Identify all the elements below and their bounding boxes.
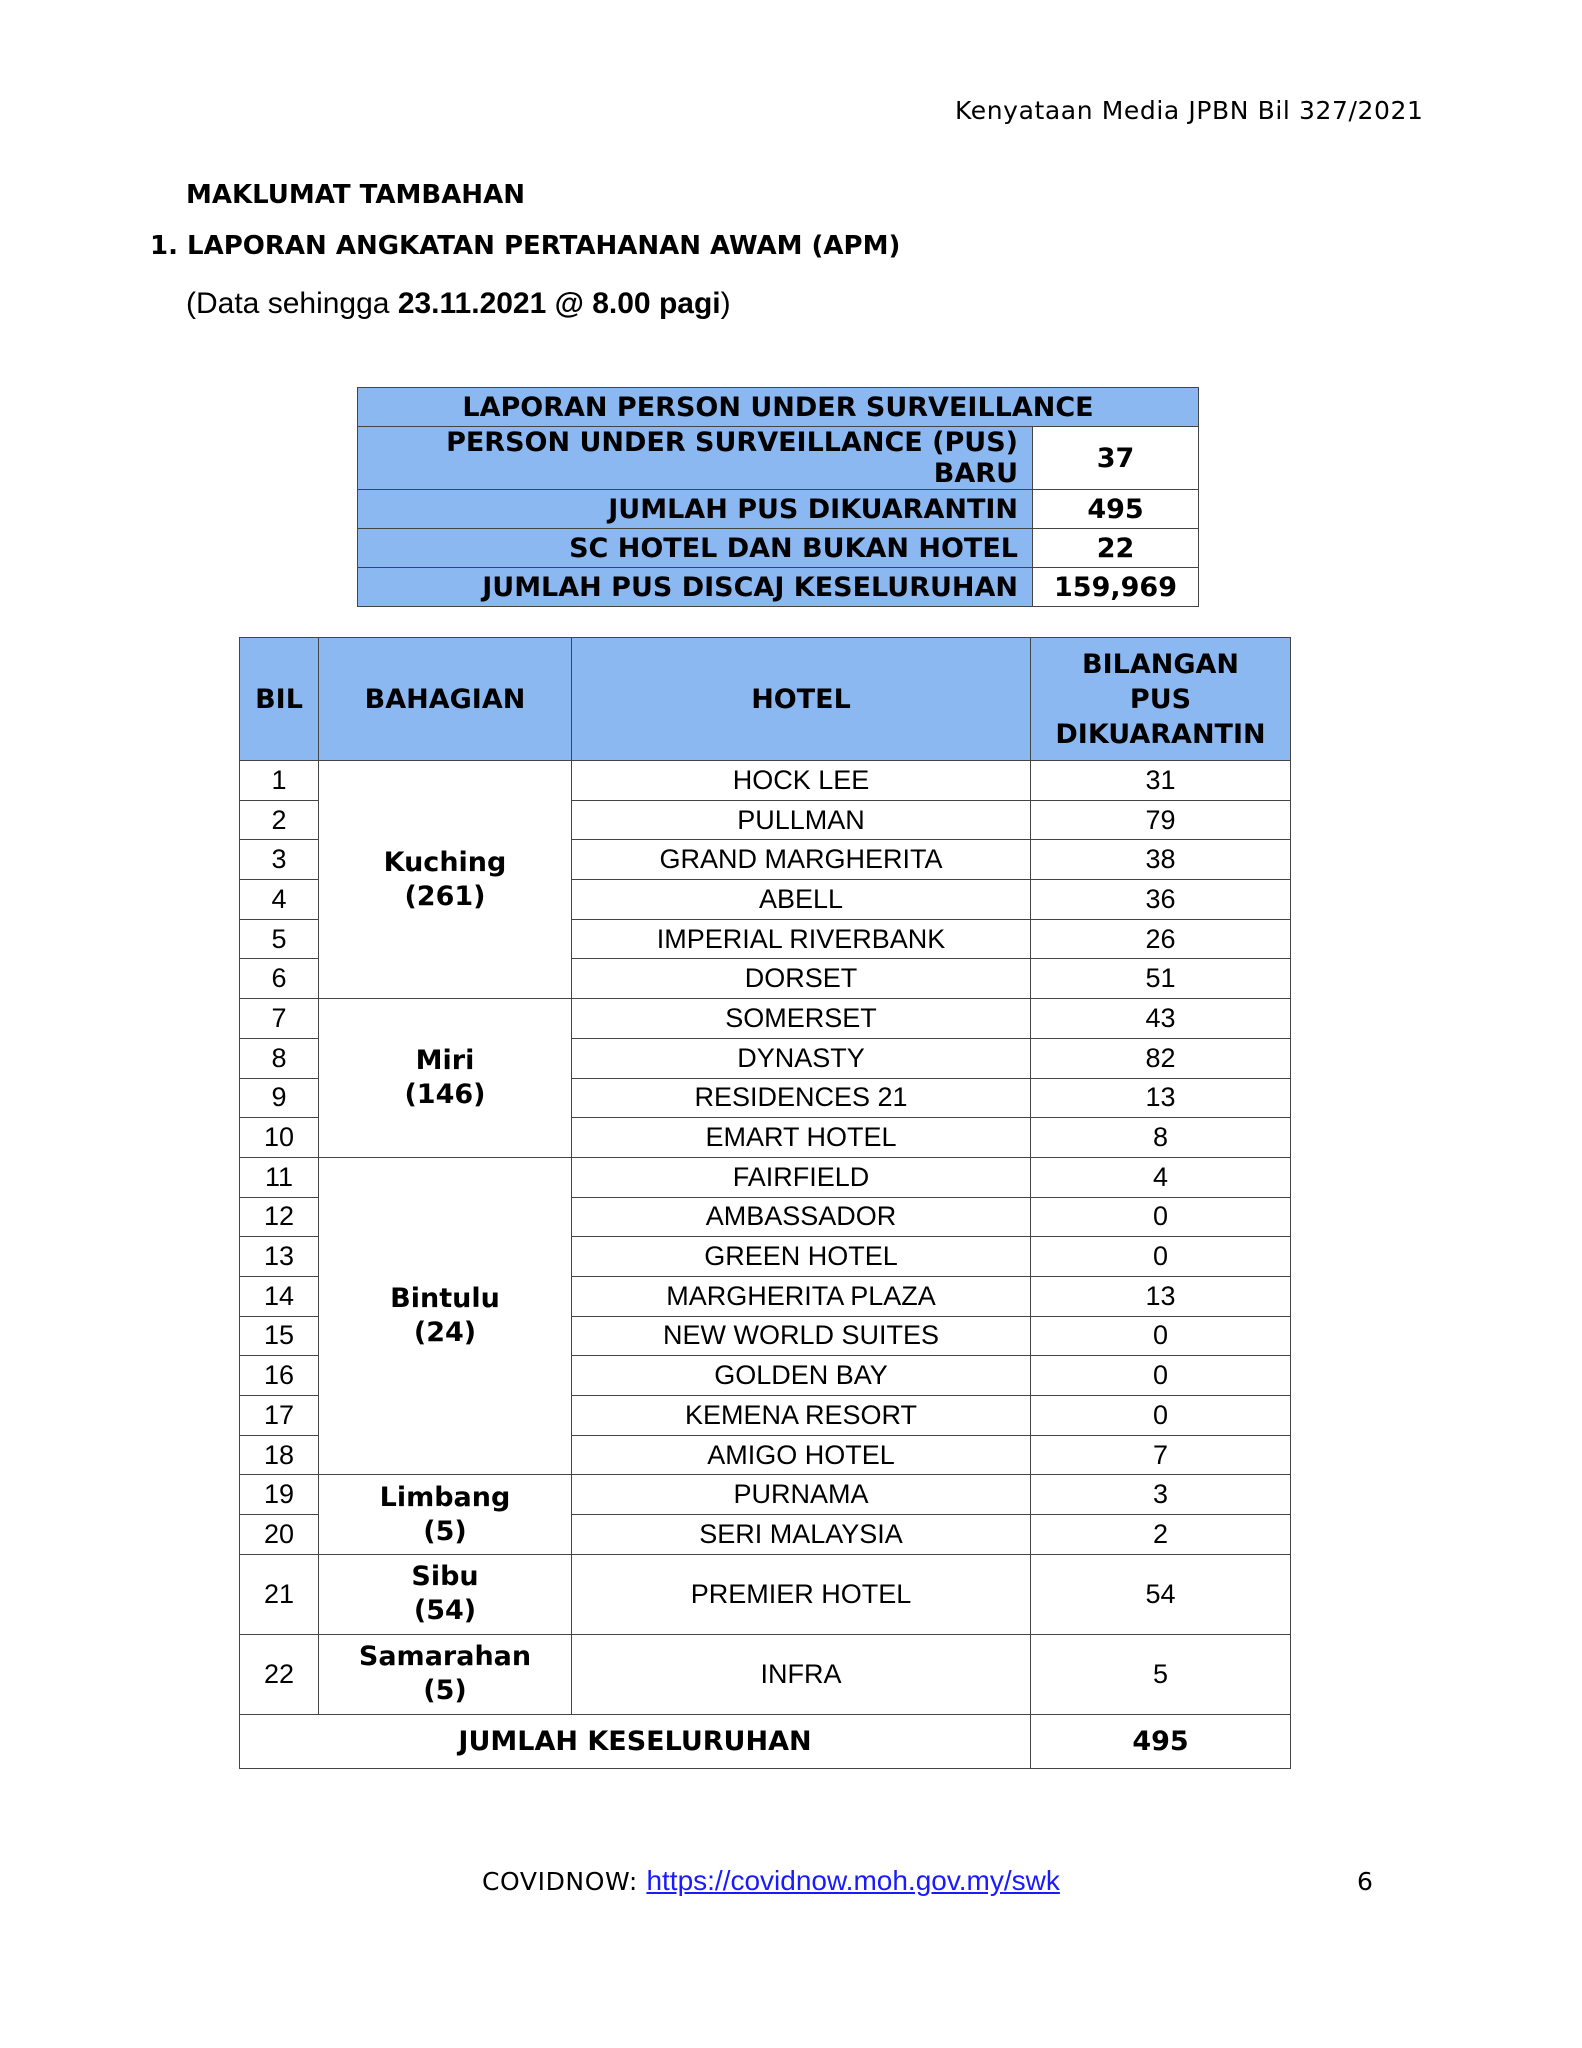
row-bil: 9 bbox=[240, 1078, 319, 1118]
table-row bbox=[240, 1475, 1291, 1515]
division-total: (261) bbox=[404, 880, 486, 912]
table-row bbox=[240, 999, 1291, 1039]
col-header-count: BILANGAN PUS DIKUARANTIN bbox=[1031, 638, 1291, 761]
hotel-name: MARGHERITA PLAZA bbox=[572, 1276, 1031, 1316]
row-bil: 5 bbox=[240, 919, 319, 959]
hotel-name: PURNAMA bbox=[572, 1475, 1031, 1515]
row-bil: 10 bbox=[240, 1118, 319, 1158]
pus-count: 0 bbox=[1031, 1316, 1291, 1356]
pus-count: 0 bbox=[1031, 1197, 1291, 1237]
division-total: (54) bbox=[413, 1595, 477, 1627]
summary-value: 22 bbox=[1033, 529, 1199, 568]
summary-row bbox=[358, 529, 1199, 568]
pus-count: 38 bbox=[1031, 840, 1291, 880]
division-cell bbox=[319, 1554, 572, 1634]
row-bil: 3 bbox=[240, 840, 319, 880]
division-total: (24) bbox=[413, 1317, 477, 1349]
pus-count: 82 bbox=[1031, 1038, 1291, 1078]
footer-label: COVIDNOW: bbox=[482, 1867, 647, 1896]
pus-count: 0 bbox=[1031, 1237, 1291, 1277]
summary-label: JUMLAH PUS DIKUARANTIN bbox=[358, 490, 1033, 529]
division-total: (5) bbox=[423, 1675, 467, 1707]
data-date-suffix: ) bbox=[720, 287, 731, 320]
row-bil: 8 bbox=[240, 1038, 319, 1078]
row-bil: 14 bbox=[240, 1276, 319, 1316]
row-bil: 21 bbox=[240, 1554, 319, 1634]
pus-count: 8 bbox=[1031, 1118, 1291, 1158]
row-bil: 7 bbox=[240, 999, 319, 1039]
row-bil: 22 bbox=[240, 1634, 319, 1714]
col-header-bahagian: BAHAGIAN bbox=[319, 638, 572, 761]
table-row bbox=[240, 1554, 1291, 1634]
row-bil: 17 bbox=[240, 1396, 319, 1436]
hotel-name: SERI MALAYSIA bbox=[572, 1515, 1031, 1555]
table-row bbox=[240, 1157, 1291, 1197]
hotel-name: INFRA bbox=[572, 1634, 1031, 1714]
pus-count: 13 bbox=[1031, 1276, 1291, 1316]
summary-label: PERSON UNDER SURVEILLANCE (PUS) BARU bbox=[358, 427, 1033, 490]
division-name: Kuching bbox=[383, 846, 507, 878]
data-date-value: 23.11.2021 @ 8.00 pagi bbox=[397, 287, 721, 320]
hotel-name: ABELL bbox=[572, 880, 1031, 920]
footer-source bbox=[482, 1865, 1060, 1897]
division-name: Bintulu bbox=[390, 1283, 500, 1315]
hotel-name: EMART HOTEL bbox=[572, 1118, 1031, 1158]
table-body bbox=[240, 761, 1291, 1715]
pus-count: 43 bbox=[1031, 999, 1291, 1039]
row-bil: 1 bbox=[240, 761, 319, 801]
table-row bbox=[240, 1634, 1291, 1714]
hotel-name: IMPERIAL RIVERBANK bbox=[572, 919, 1031, 959]
row-bil: 20 bbox=[240, 1515, 319, 1555]
hotel-name: SOMERSET bbox=[572, 999, 1031, 1039]
pus-count: 0 bbox=[1031, 1356, 1291, 1396]
division-cell bbox=[319, 1634, 572, 1714]
summary-label: JUMLAH PUS DISCAJ KESELURUHAN bbox=[358, 568, 1033, 607]
summary-title: LAPORAN PERSON UNDER SURVEILLANCE bbox=[358, 388, 1199, 427]
division-total: (146) bbox=[404, 1079, 486, 1110]
row-bil: 13 bbox=[240, 1237, 319, 1277]
data-date-prefix: (Data sehingga bbox=[186, 287, 398, 320]
hotel-name: AMBASSADOR bbox=[572, 1197, 1031, 1237]
pus-count: 54 bbox=[1031, 1554, 1291, 1634]
hotel-name: AMIGO HOTEL bbox=[572, 1435, 1031, 1475]
pus-count: 36 bbox=[1031, 880, 1291, 920]
col-header-bil: BIL bbox=[240, 638, 319, 761]
row-bil: 6 bbox=[240, 959, 319, 999]
hotel-name: RESIDENCES 21 bbox=[572, 1078, 1031, 1118]
hotel-name: HOCK LEE bbox=[572, 761, 1031, 801]
hotel-name: NEW WORLD SUITES bbox=[572, 1316, 1031, 1356]
division-name: Miri bbox=[415, 1045, 475, 1076]
row-bil: 12 bbox=[240, 1197, 319, 1237]
table-row bbox=[240, 761, 1291, 801]
hotel-name: KEMENA RESORT bbox=[572, 1396, 1031, 1436]
division-name: Sibu bbox=[411, 1561, 479, 1593]
pus-count: 2 bbox=[1031, 1515, 1291, 1555]
hotel-quarantine-table bbox=[239, 637, 1291, 1769]
col-header-hotel: HOTEL bbox=[572, 638, 1031, 761]
pus-count: 79 bbox=[1031, 800, 1291, 840]
summary-value: 37 bbox=[1033, 427, 1199, 490]
hotel-name: GRAND MARGHERITA bbox=[572, 840, 1031, 880]
section-subtitle: 1. LAPORAN ANGKATAN PERTAHANAN AWAM (APM) bbox=[150, 231, 901, 261]
hotel-name: PULLMAN bbox=[572, 800, 1031, 840]
row-bil: 16 bbox=[240, 1356, 319, 1396]
division-total: (5) bbox=[423, 1515, 467, 1547]
summary-value: 495 bbox=[1033, 490, 1199, 529]
summary-row bbox=[358, 568, 1199, 607]
section-title: MAKLUMAT TAMBAHAN bbox=[186, 180, 525, 210]
summary-value: 159,969 bbox=[1033, 568, 1199, 607]
division-cell bbox=[319, 1157, 572, 1475]
total-value: 495 bbox=[1031, 1714, 1291, 1768]
pus-count: 31 bbox=[1031, 761, 1291, 801]
hotel-name: GOLDEN BAY bbox=[572, 1356, 1031, 1396]
row-bil: 2 bbox=[240, 800, 319, 840]
hotel-name: FAIRFIELD bbox=[572, 1157, 1031, 1197]
summary-label: SC HOTEL DAN BUKAN HOTEL bbox=[358, 529, 1033, 568]
pus-count: 13 bbox=[1031, 1078, 1291, 1118]
pus-count: 0 bbox=[1031, 1396, 1291, 1436]
hotel-name: PREMIER HOTEL bbox=[572, 1554, 1031, 1634]
hotel-name: GREEN HOTEL bbox=[572, 1237, 1031, 1277]
division-cell bbox=[319, 999, 572, 1158]
pus-count: 3 bbox=[1031, 1475, 1291, 1515]
row-bil: 15 bbox=[240, 1316, 319, 1356]
division-cell bbox=[319, 1475, 572, 1554]
division-cell bbox=[319, 761, 572, 999]
pus-count: 5 bbox=[1031, 1634, 1291, 1714]
row-bil: 19 bbox=[240, 1475, 319, 1515]
covidnow-link[interactable]: https://covidnow.moh.gov.my/swk bbox=[646, 1865, 1060, 1896]
row-bil: 11 bbox=[240, 1157, 319, 1197]
media-statement-ref: Kenyataan Media JPBN Bil 327/2021 bbox=[955, 96, 1424, 125]
row-bil: 4 bbox=[240, 880, 319, 920]
hotel-name: DORSET bbox=[572, 959, 1031, 999]
division-name: Samarahan bbox=[358, 1641, 532, 1673]
pus-count: 4 bbox=[1031, 1157, 1291, 1197]
total-label: JUMLAH KESELURUHAN bbox=[240, 1714, 1031, 1768]
pus-count: 7 bbox=[1031, 1435, 1291, 1475]
total-row bbox=[240, 1714, 1291, 1768]
pus-count: 26 bbox=[1031, 919, 1291, 959]
summary-row bbox=[358, 490, 1199, 529]
summary-row bbox=[358, 427, 1199, 490]
pus-count: 51 bbox=[1031, 959, 1291, 999]
page-number: 6 bbox=[1357, 1867, 1373, 1896]
data-as-of bbox=[186, 287, 731, 321]
division-name: Limbang bbox=[379, 1481, 511, 1513]
pus-summary-table bbox=[357, 387, 1199, 607]
hotel-name: DYNASTY bbox=[572, 1038, 1031, 1078]
row-bil: 18 bbox=[240, 1435, 319, 1475]
